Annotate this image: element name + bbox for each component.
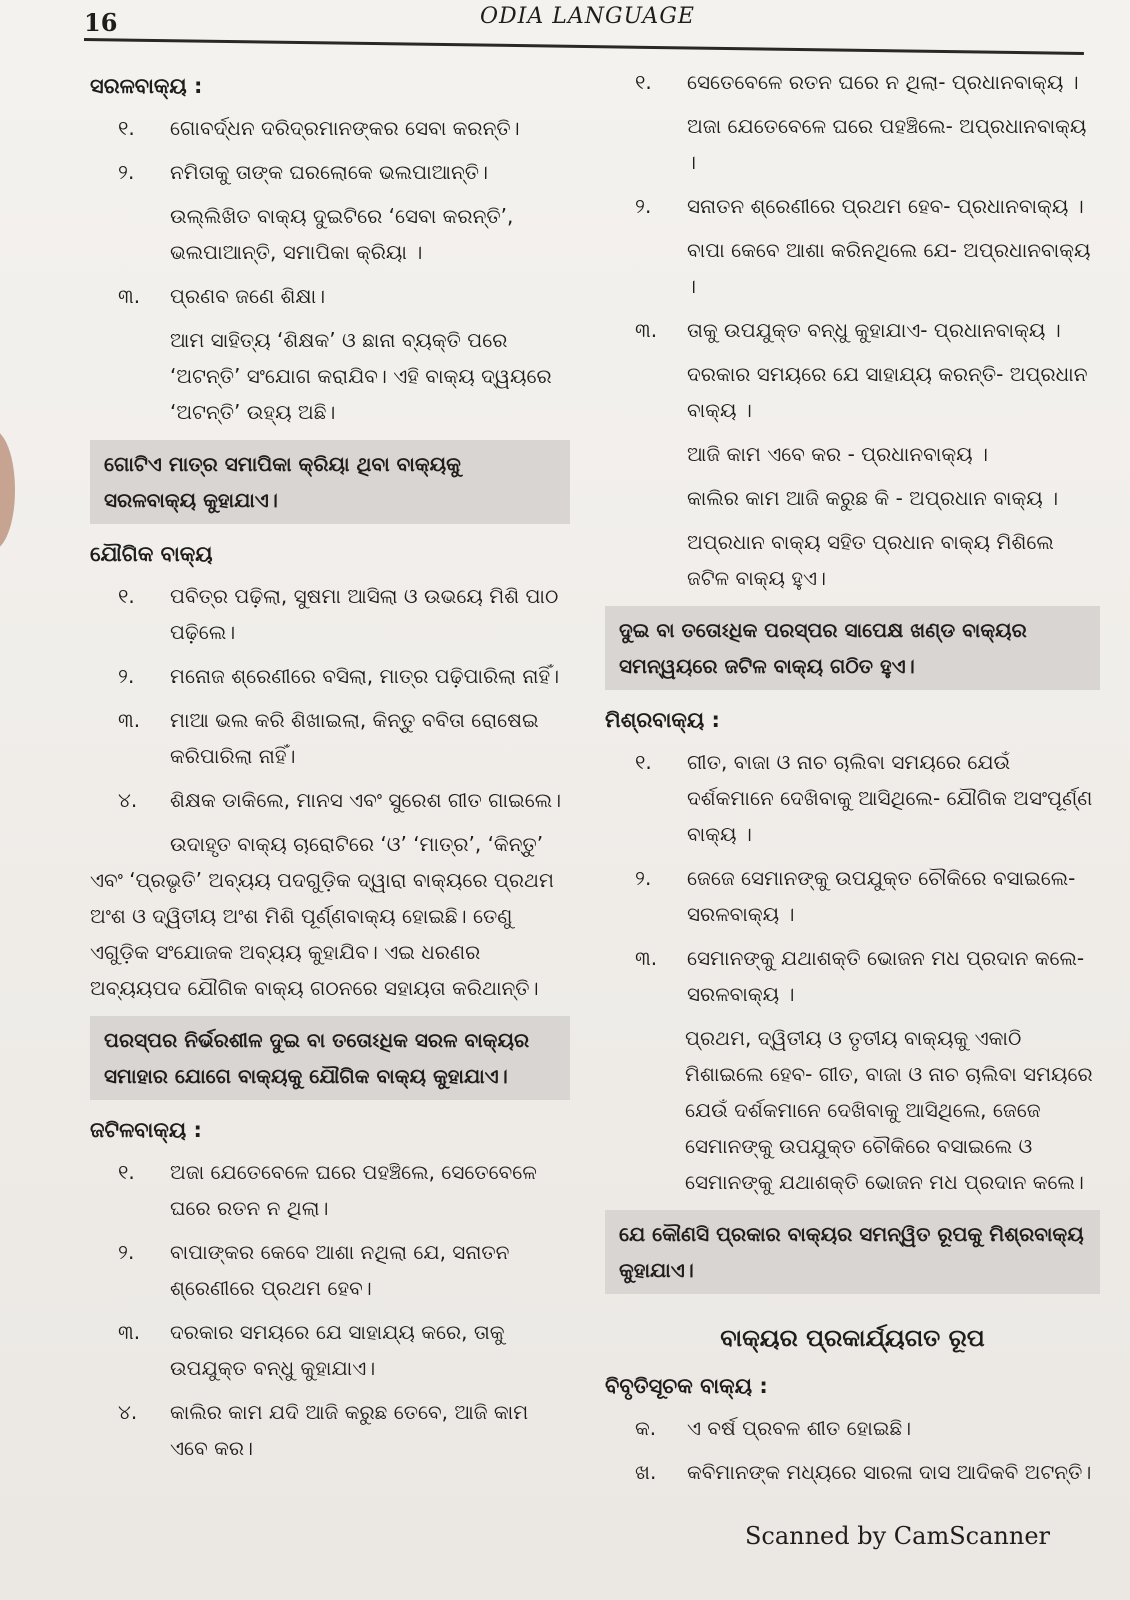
heading-declarative-sentence: ବିବୃତିସୂଚକ ବାକ୍ୟ : — [605, 1374, 768, 1398]
item-text: ପ୍ରଣବ ଜଣେ ଶିକ୍ଷା। — [170, 284, 326, 308]
explanation-paragraph: ଉଦାହୃତ ବାକ୍ୟ ଚାରୋଟିରେ ‘ଓ’ ‘ମାତ୍ର’, ‘କିନ୍ତୁ’ ଏବଂ ‘ପ୍ରଭୃତି’ ଅବ୍ୟୟ ପଦଗୁଡ଼ିକ ଦ୍ୱାରା ବାକ୍ୟରେ ପ୍ରଥମ ଅଂଶ ଓ ଦ୍ୱିତୀୟ ଅଂଶ ମିଶି ପୂର୍ଣ୍ଣବାକ୍ୟ ହୋଇଛି। ତେଣୁ ଏଗୁଡ଼ିକ ସଂଯୋଜକ ଅବ୍ୟୟ କୁହାଯିବ। ଏଇ ଧରଣର ଅବ୍ୟୟପଦ ଯୌଗିକ ବାକ୍ୟ ଗଠନରେ ସହାୟତା କରିଥାନ୍ତି। — [90, 832, 554, 1000]
item-number: ୩. — [118, 708, 141, 732]
item-number — [605, 436, 687, 472]
item-number: ୨. — [635, 194, 652, 218]
item-text: ମାଆ ଭଲ କରି ଶିଖାଇଲା, କିନ୍ତୁ ବବିତା ରୋଷେଇ କରିପାରିଲା ନାହିଁ। — [170, 708, 539, 768]
item-number: ୨. — [118, 664, 135, 688]
item-number: ୧. — [118, 1160, 135, 1184]
item-number: ୨. — [118, 160, 135, 184]
item-number: ୩. — [635, 318, 658, 342]
heading-complex-sentence: ଜଟିଳବାକ୍ୟ : — [90, 1118, 202, 1142]
heading-mixed-sentence: ମିଶ୍ରବାକ୍ୟ : — [605, 708, 720, 732]
item-text: ପବିତ୍ର ପଢ଼ିଲା, ସୁଷମା ଆସିଲା ଓ ଉଭୟେ ମିଶି ପାଠ ପଢ଼ିଲେ। — [170, 584, 559, 644]
list-item — [90, 782, 570, 818]
item-number: ୩. — [118, 1320, 141, 1344]
list-item — [90, 1314, 570, 1386]
list-item — [605, 64, 1100, 100]
definition-box-complex: ଦୁଇ ବା ତତୋଽଧିକ ପରସ୍ପର ସାପେକ୍ଷ ଖଣ୍ଡ ବାକ୍ୟର ସମନ୍ୱୟରେ ଜଟିଳ ବାକ୍ୟ ଗଠିତ ହୁଏ। — [605, 606, 1100, 690]
item-number: ୪. — [118, 788, 138, 812]
list-item — [90, 1394, 570, 1466]
item-number: ୧. — [118, 116, 135, 140]
item-number — [605, 356, 687, 428]
item-text: ଅଜା ଯେତେବେଳେ ଘରେ ପହଞ୍ଚିଲେ- ଅପ୍ରଧାନବାକ୍ୟ । — [687, 114, 1087, 174]
definition-box-simple: ଗୋଟିଏ ମାତ୍ର ସମାପିକା କ୍ରିୟା ଥିବା ବାକ୍ୟକୁ ସରଳବାକ୍ୟ କୁହାଯାଏ। — [90, 440, 570, 524]
item-text: କାଲିର କାମ ଆଜି କରୁଛ କି - ଅପ୍ରଧାନ ବାକ୍ୟ । — [687, 486, 1059, 510]
definition-box-mixed: ଯେ କୌଣସି ପ୍ରକାର ବାକ୍ୟର ସମନ୍ୱିତ ରୂପକୁ ମିଶ୍ରବାକ୍ୟ କୁହାଯାଏ। — [605, 1210, 1100, 1294]
item-number — [605, 232, 687, 304]
explanation-note: ଉଲ୍ଲିଖିତ ବାକ୍ୟ ଦୁଇଟିରେ ‘ସେବା କରନ୍ତି’, ଭଲପାଆନ୍ତି, ସମାପିକା କ୍ରିୟା । — [170, 204, 514, 264]
list-item — [605, 436, 1100, 472]
list-item — [605, 188, 1100, 224]
item-number: ୨. — [118, 1240, 135, 1264]
explanation-note: ଆମ ସାହିତ୍ୟ ‘ଶିକ୍ଷକ’ ଓ ଛାନା ବ୍ୟକ୍ତି ପରେ ‘ଅଟନ୍ତି’ ସଂଯୋଗ କରାଯିବ। ଏହି ବାକ୍ୟ ଦ୍ୱୟରେ ‘ଅଟନ୍ତି’ ଉହ୍ୟ ଅଛି। — [170, 328, 552, 424]
list-item — [605, 524, 1100, 596]
list-item — [605, 480, 1100, 516]
list-item — [90, 110, 570, 146]
running-title: ODIA LANGUAGE — [480, 4, 695, 29]
list-item — [90, 578, 570, 650]
item-number: ଖ. — [635, 1460, 657, 1484]
item-number — [605, 108, 687, 180]
list-item — [605, 356, 1100, 428]
item-text: ଗୋବର୍ଦ୍ଧନ ଦରିଦ୍ରମାନଙ୍କର ସେବା କରନ୍ତି। — [170, 116, 520, 140]
item-number: କ. — [635, 1416, 657, 1440]
list-item — [605, 1410, 1100, 1446]
item-number: ୧. — [635, 750, 652, 774]
item-text: ସନାତନ ଶ୍ରେଣୀରେ ପ୍ରଥମ ହେବ- ପ୍ରଧାନବାକ୍ୟ । — [687, 194, 1084, 218]
item-text: କବିମାନଙ୍କ ମଧ୍ୟରେ ସାରଳା ଦାସ ଆଦିକବି ଅଟନ୍ତି। — [687, 1460, 1092, 1484]
item-text: ନମିତାକୁ ତାଙ୍କ ଘରଲୋକେ ଭଲପାଆନ୍ତି। — [170, 160, 489, 184]
item-number: ୨. — [635, 866, 652, 890]
item-number — [605, 480, 687, 516]
list-item — [90, 278, 570, 314]
list-item — [605, 312, 1100, 348]
list-item — [605, 108, 1100, 180]
item-number: ୪. — [118, 1400, 138, 1424]
list-item — [605, 1454, 1100, 1490]
item-number — [605, 524, 687, 596]
item-text: ତାକୁ ଉପଯୁକ୍ତ ବନ୍ଧୁ କୁହାଯାଏ- ପ୍ରଧାନବାକ୍ୟ । — [687, 318, 1061, 342]
list-item — [90, 154, 570, 190]
item-text: ଗୀତ, ବାଜା ଓ ନାଚ ଚାଲିବା ସମୟରେ ଯେଉଁ ଦର୍ଶକମାନେ ଦେଖିବାକୁ ଆସିଥିଲେ- ଯୌଗିକ ଅସଂପୂର୍ଣ୍ଣ ବାକ୍ୟ । — [687, 750, 1093, 846]
item-text: ଅଜା ଯେତେବେଳେ ଘରେ ପହଞ୍ଚିଲେ, ସେତେବେଳେ ଘରେ ରତନ ନ ଥିଲା। — [170, 1160, 537, 1220]
list-item — [90, 658, 570, 694]
item-text: ଅପ୍ରଧାନ ବାକ୍ୟ ସହିତ ପ୍ରଧାନ ବାକ୍ୟ ମିଶିଲେ ଜଟିଳ ବାକ୍ୟ ହୁଏ। — [687, 530, 1054, 590]
scanner-credit: Scanned by CamScanner — [744, 1522, 1050, 1550]
section-title: ବାକ୍ୟର ପ୍ରକାର୍ଯ୍ୟଗତ ରୂପ — [720, 1324, 985, 1352]
right-column — [605, 64, 1100, 1498]
item-text: କାଲିର କାମ ଯଦି ଆଜି କରୁଛ ତେବେ, ଆଜି କାମ ଏବେ କର। — [170, 1400, 529, 1460]
item-number: ୧. — [635, 70, 652, 94]
item-number: ୧. — [118, 584, 135, 608]
list-item — [90, 702, 570, 774]
list-item — [90, 1234, 570, 1306]
list-item — [605, 232, 1100, 304]
item-text: ମନୋଜ ଶ୍ରେଣୀରେ ବସିଲା, ମାତ୍ର ପଢ଼ିପାରିଲା ନାହିଁ। — [170, 664, 560, 688]
item-text: ଆଜି କାମ ଏବେ କର - ପ୍ରଧାନବାକ୍ୟ । — [687, 442, 988, 466]
item-text: ଶିକ୍ଷକ ଡାକିଲେ, ମାନସ ଏବଂ ସୁରେଶ ଗୀତ ଗାଇଲେ। — [170, 788, 562, 812]
heading-simple-sentence: ସରଳବାକ୍ୟ : — [90, 74, 203, 98]
list-item — [605, 940, 1100, 1012]
left-column — [90, 64, 570, 1474]
list-item — [605, 860, 1100, 932]
item-text: ଦରକାର ସମୟରେ ଯେ ସାହାଯ୍ୟ କରନ୍ତି- ଅପ୍ରଧାନ ବାକ୍ୟ । — [687, 362, 1088, 422]
item-text: ଦରକାର ସମୟରେ ଯେ ସାହାଯ୍ୟ କରେ, ତାକୁ ଉପଯୁକ୍ତ ବନ୍ଧୁ କୁହାଯାଏ। — [170, 1320, 505, 1380]
list-item — [605, 744, 1100, 852]
item-text: ବାପା କେବେ ଆଶା କରିନଥିଲେ ଯେ- ଅପ୍ରଧାନବାକ୍ୟ । — [687, 238, 1091, 298]
page-number: 16 — [84, 8, 118, 37]
explanation-paragraph: ପ୍ରଥମ, ଦ୍ୱିତୀୟ ଓ ତୃତୀୟ ବାକ୍ୟକୁ ଏକାଠି ମିଶାଇଲେ ହେବ- ଗୀତ, ବାଜା ଓ ନାଚ ଚାଲିବା ସମୟରେ ଯେଉଁ ଦର୍ଶକମାନେ ଦେଖିବାକୁ ଆସିଥିଲେ, ଜେଜେ ସେମାନଙ୍କୁ ଉପଯୁକ୍ତ ଚୌକିରେ ବସାଇଲେ ଓ ସେମାନଙ୍କୁ ଯଥାଶକ୍ତି ଭୋଜନ ମଧ ପ୍ରଦାନ କଲେ। — [685, 1026, 1093, 1194]
page-edge-shadow — [0, 430, 15, 550]
item-text: ଏ ବର୍ଷ ପ୍ରବଳ ଶୀତ ହୋଇଛି। — [687, 1416, 912, 1440]
list-item — [90, 1154, 570, 1226]
header-rule — [84, 38, 1084, 55]
item-number: ୩. — [118, 284, 141, 308]
item-text: ସେତେବେଳେ ରତନ ଘରେ ନ ଥିଲା- ପ୍ରଧାନବାକ୍ୟ । — [687, 70, 1079, 94]
heading-compound-sentence: ଯୌଗିକ ବାକ୍ୟ — [90, 542, 213, 566]
item-number: ୩. — [635, 946, 658, 970]
item-text: ବାପାଙ୍କର କେବେ ଆଶା ନଥିଲା ଯେ, ସନାତନ ଶ୍ରେଣୀରେ ପ୍ରଥମ ହେବ। — [170, 1240, 510, 1300]
definition-box-compound: ପରସ୍ପର ନିର୍ଭରଶୀଳ ଦୁଇ ବା ତତୋଽଧିକ ସରଳ ବାକ୍ୟର ସମାହାର ଯୋଗେ ବାକ୍ୟକୁ ଯୌଗିକ ବାକ୍ୟ କୁହାଯାଏ। — [90, 1016, 570, 1100]
item-text: ଜେଜେ ସେମାନଙ୍କୁ ଉପଯୁକ୍ତ ଚୌକିରେ ବସାଇଲେ- ସରଳବାକ୍ୟ । — [687, 866, 1076, 926]
item-text: ସେମାନଙ୍କୁ ଯଥାଶକ୍ତି ଭୋଜନ ମଧ ପ୍ରଦାନ କଲେ- ସରଳବାକ୍ୟ । — [687, 946, 1085, 1006]
